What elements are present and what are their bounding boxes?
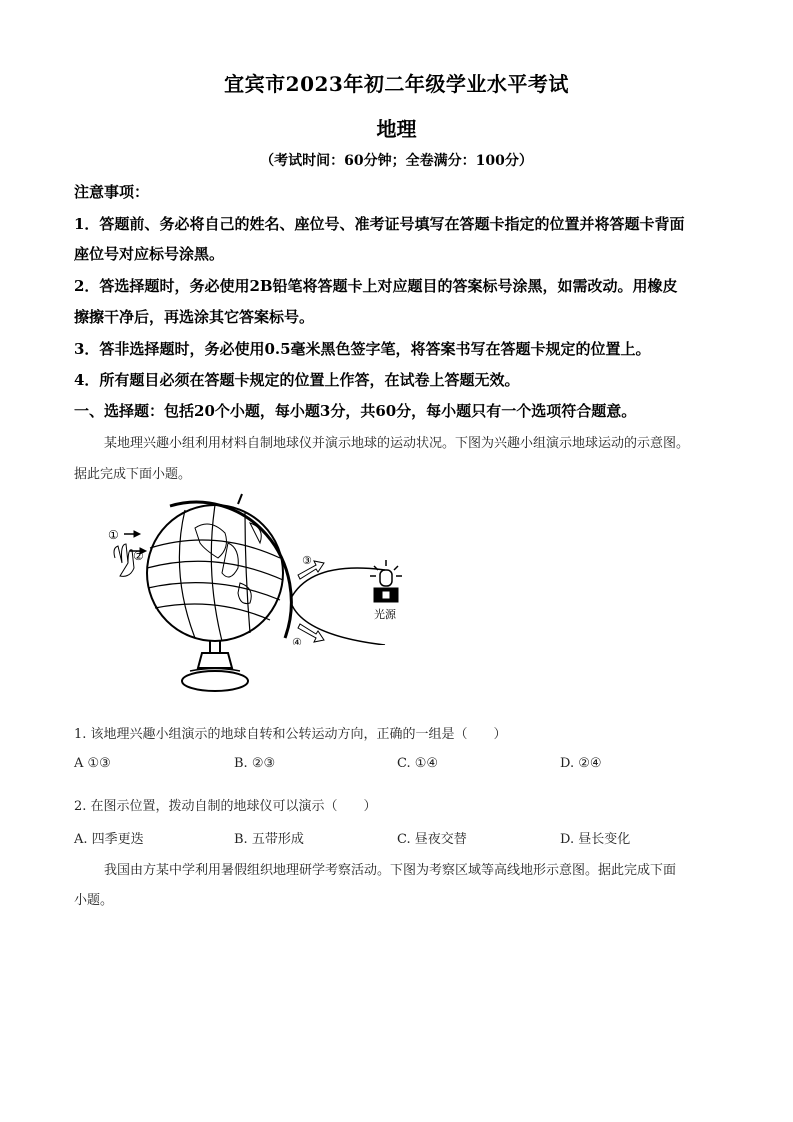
notice-item: 2．答选择题时，务必使用2B铅笔将答题卡上对应题目的答案标号涂黑，如需改动。用橡皮 <box>74 277 678 295</box>
orbit-path <box>290 568 385 645</box>
q1-option-d[interactable]: D. ②④ <box>560 756 602 771</box>
question-1-stem: 1. 该地理兴趣小组演示的地球自转和公转运动方向，正确的一组是（ ） <box>74 727 507 742</box>
section-heading: 一、选择题：包括20个小题，每小题3分，共60分，每小题只有一个选项符合题意。 <box>74 402 637 420</box>
q1-option-c[interactable]: C. ①④ <box>397 756 439 771</box>
question-2-stem: 2. 在图示位置，拨动自制的地球仪可以演示（ ） <box>74 799 377 814</box>
q2-option-c[interactable]: C. 昼夜交替 <box>397 832 467 847</box>
mark-2: ② <box>133 549 144 563</box>
orbit-figure <box>290 530 420 645</box>
notice-item: 4．所有题目必须在答题卡规定的位置上作答，在试卷上答题无效。 <box>74 371 520 389</box>
subject-title: 地理 <box>376 117 417 141</box>
material-intro-2: 我国由方某中学利用暑假组织地理研学考察活动。下图为考察区域等高线地形示意图。据此完成下面 <box>104 863 677 878</box>
q2-option-b[interactable]: B. 五带形成 <box>234 832 304 847</box>
q1-option-b[interactable]: B. ②③ <box>234 756 276 771</box>
q2-option-a[interactable]: A. 四季更迭 <box>74 832 144 847</box>
material-intro-2-cont: 小题。 <box>74 893 114 908</box>
mark-3: ③ <box>302 554 312 567</box>
q1-option-a[interactable]: A ①③ <box>74 756 111 771</box>
exam-title: 宜宾市2023年初二年级学业水平考试 <box>224 72 569 96</box>
hand-icon <box>114 544 134 576</box>
globe-icon <box>147 494 291 691</box>
light-source-icon <box>370 560 402 602</box>
notice-item: 3．答非选择题时，务必使用0.5毫米黑色签字笔，将答案书写在答题卡规定的位置上。 <box>74 340 651 358</box>
light-source-label: 光源 <box>374 608 396 621</box>
notice-item: 座位号对应标号涂黑。 <box>74 245 225 263</box>
exam-info: （考试时间：60分钟；全卷满分：100分） <box>260 153 533 169</box>
mark-4: ④ <box>292 636 302 645</box>
material-intro-cont: 据此完成下面小题。 <box>74 467 192 482</box>
notice-item: 1．答题前、务必将自己的姓名、座位号、准考证号填写在答题卡指定的位置并将答题卡背面 <box>74 215 685 233</box>
material-intro: 某地理兴趣小组利用材料自制地球仪并演示地球的运动状况。下图为兴趣小组演示地球运动的示意图。 <box>104 436 690 451</box>
notice-heading: 注意事项： <box>74 183 150 201</box>
q2-option-d[interactable]: D. 昼长变化 <box>560 832 631 847</box>
mark-1: ① <box>108 528 119 542</box>
notice-item: 擦擦干净后，再选涂其它答案标号。 <box>74 308 315 326</box>
